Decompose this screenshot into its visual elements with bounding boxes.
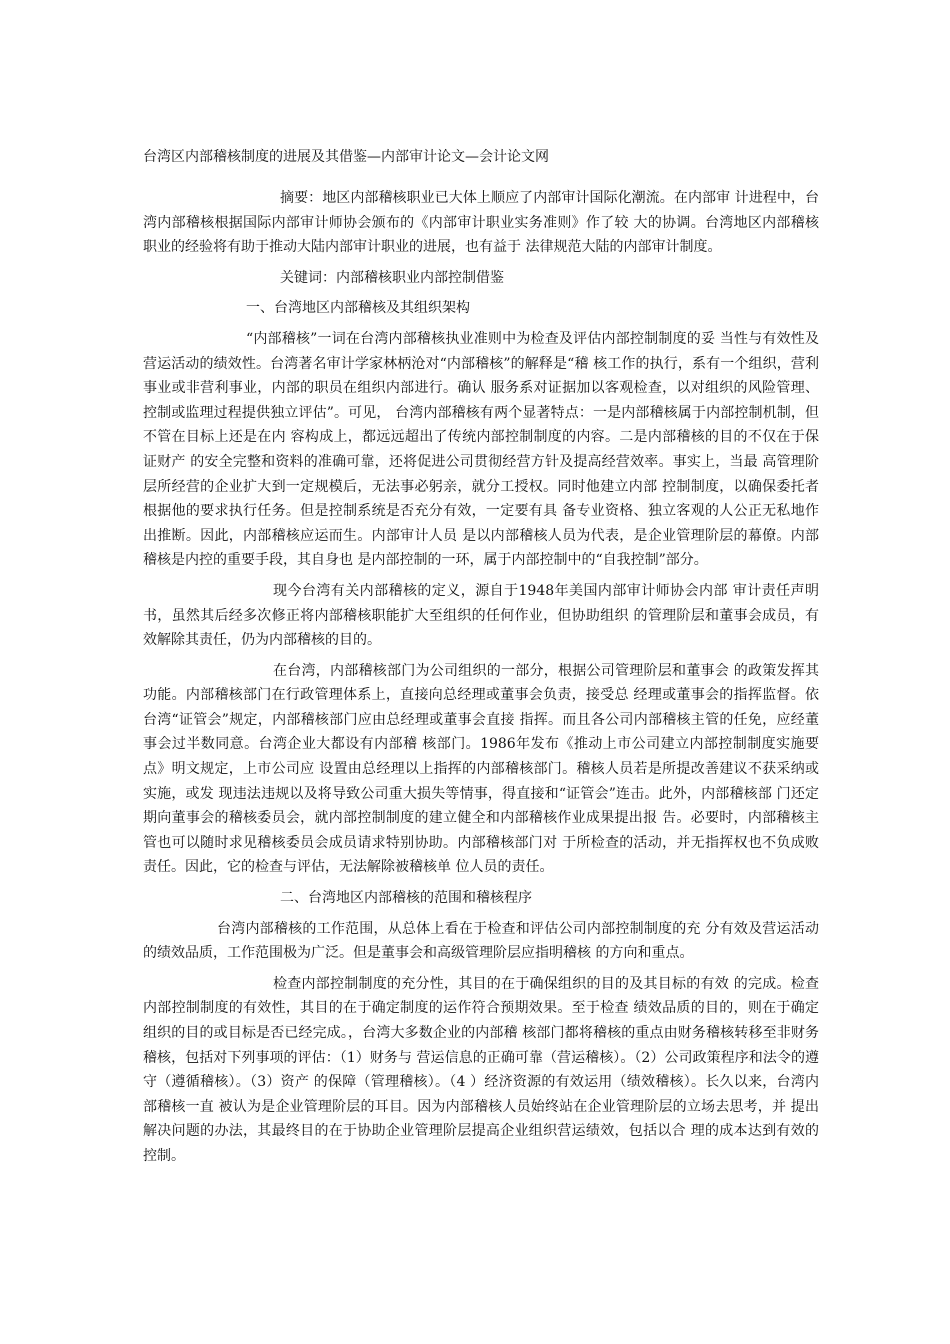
- section-1-paragraph-1: “内部稽核”一词在台湾内部稽核执业准则中为检查及评估内部控制制度的妥 当性与有效性及营运活动的绩效性。台湾著名审计学家林柄沧对“内部稽核”的解释是“稽 核工作的执行，系有一个组织，营利事业或非营利事业，内部的职员在组织内部进行。确认 服务系对证据加以客观检查，以对组织的风险管理、控制或监理过程提供独立评估”。可见， 台湾内部稽核有两个显著特点：一是内部稽核属于内部控制机制，但不管在目标上还是在内 容构成上，都远远超出了传统内部控制制度的内容。二是内部稽核的目的不仅在于保证财产 的安全完整和资料的准确可靠，还将促进公司贯彻经营方针及提高经营效率。事实上，当最 高管理阶层所经营的企业扩大到一定规模后，无法事必躬亲，就分工授权。同时他建立内部 控制制度，以确保委托者根据他的要求执行任务。但是控制系统是否充分有效，一定要有具 备专业资格、独立客观的人公正无私地作出推断。因此，内部稽核应运而生。内部审计人员 是以内部稽核人员为代表，是企业管理阶层的幕僚。内部稽核是内控的重要手段，其自身也 是内部控制的一环，属于内部控制中的“自我控制”部分。: [143, 330, 819, 569]
- document-title: 台湾区内部稽核制度的进展及其借鉴—内部审计论文—会计论文网: [143, 149, 549, 165]
- section-2-heading: 二、台湾地区内部稽核的范围和稽核程序: [280, 890, 532, 907]
- section-1-paragraph-3: 在台湾，内部稽核部门为公司组织的一部分，根据公司管理阶层和董事会 的政策发挥其功能。内部稽核部门在行政管理体系上，直接向总经理或董事会负责，接受总 经理或董事会的指挥监督。依台湾“证管会”规定，内部稽核部门应由总经理或董事会直接 指挥。而且各公司内部稽核主管的任免，应经董事会过半数同意。台湾企业大都设有内部稽 核部门。1986年发布《推动上市公司建立内部控制制度实施要点》明文规定，上市公司应 设置由总经理以上指挥的内部稽核部门。稽核人员若是所提改善建议不获采纳或实施，或发 现违法违规以及将导致公司重大损失等情事，得直接和“证管会”连击。此外，内部稽核部 门还定期向董事会的稽核委员会，就内部控制制度的建立健全和内部稽核作业成果提出报 告。必要时，内部稽核主管也可以随时求见稽核委员会成员请求特别协助。内部稽核部门对 于所检查的活动，并无指挥权也不负成败责任。因此，它的检查与评估，无法解除被稽核单 位人员的责任。: [143, 662, 819, 876]
- section-2-paragraph-1: 台湾内部稽核的工作范围，从总体上看在于检查和评估公司内部控制制度的充 分有效及营运活动的绩效品质，工作范围极为广泛。但是董事会和高级管理阶层应指明稽核 的方向和重点。: [143, 920, 819, 962]
- section-1-heading: 一、台湾地区内部稽核及其组织架构: [246, 300, 470, 317]
- section-2-paragraph-2: 检查内部控制制度的充分性，其目的在于确保组织的目的及其目标的有效 的完成。检查内部控制制度的有效性，其目的在于确定制度的运作符合预期效果。至于检查 绩效品质的目的，则在于确定组织的目的或目标是否已经完成。，台湾大多数企业的内部稽 核部门都将稽核的重点由财务稽核转移至非财务稽核，包括对下列事项的评估：（1）财务与 营运信息的正确可靠（营运稽核）。（2）公司政策程序和法令的遵守（遵循稽核）。（3）资产 的保障（管理稽核）。（4 ）经济资源的有效运用（绩效稽核）。长久以来，台湾内部稽核一直 被认为是企业管理阶层的耳目。因为内部稽核人员始终站在企业管理阶层的立场去思考，并 提出解决问题的办法，其最终目的在于协助企业管理阶层提高企业组织营运绩效，包括以合 理的成本达到有效的控制。: [143, 975, 819, 1164]
- document-body: [143, 186, 819, 1175]
- section-1-paragraph-2: 现今台湾有关内部稽核的定义，源自于1948年美国内部审计师协会内部 审计责任声明书，虽然其后经多次修正将内部稽核职能扩大至组织的任何作业，但协助组织 的管理阶层和董事会成员，有效解除其责任，仍为内部稽核的目的。: [143, 582, 819, 649]
- abstract-paragraph: 摘要：地区内部稽核职业已大体上顺应了内部审计国际化潮流。在内部审 计进程中，台湾内部稽核根据国际内部审计师协会颁布的《内部审计职业实务准则》作了较 大的协调。台湾地区内部稽核职业的经验将有助于推动大陆内部审计职业的进展，也有益于 法律规范大陆的内部审计制度。: [143, 190, 819, 256]
- keywords-line: 关键词：内部稽核职业内部控制借鉴: [280, 269, 504, 286]
